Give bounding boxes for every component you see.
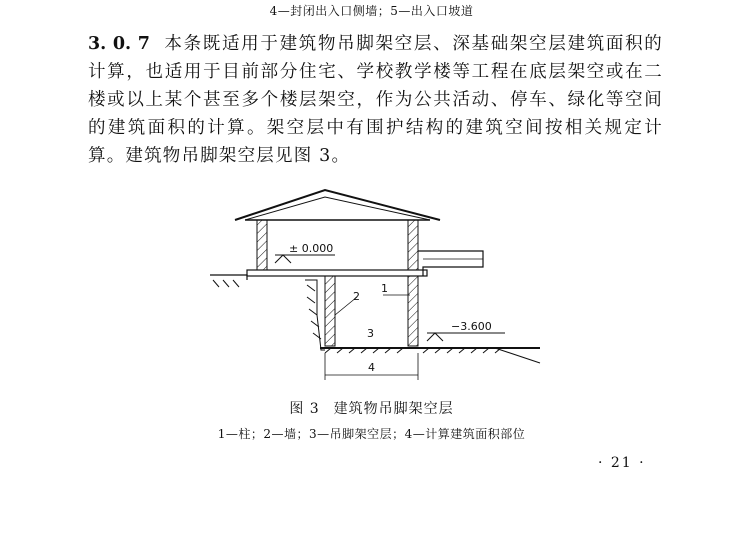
figure-legend: 1—柱；2—墙；3—吊脚架空层；4—计算建筑面积部位: [217, 427, 526, 441]
elevation-bottom-label: −3.600: [451, 320, 492, 333]
elevation-top-label: ± 0.000: [289, 242, 334, 255]
basement-right-wall: [408, 276, 418, 346]
label-column: 1: [381, 282, 388, 295]
figure-title: 建筑物吊脚架空层: [333, 401, 454, 417]
left-ground: [210, 275, 247, 280]
clause-paragraph: [88, 30, 663, 170]
label-wall: 2: [353, 290, 360, 303]
upper-right-column: [408, 220, 418, 275]
previous-figure-legend: 4—封闭出入口侧墙；5—出入口坡道: [269, 4, 474, 18]
roof-inner: [245, 197, 430, 220]
label-stilt-space: 3: [367, 327, 374, 340]
label-area: 4: [368, 361, 375, 374]
upper-left-column: [257, 220, 267, 275]
page-number: · 21 ·: [598, 455, 646, 471]
stilt-floor-diagram: [195, 185, 575, 395]
clause-number: 3. 0. 7: [88, 34, 150, 54]
basement-left-wall: [325, 276, 335, 346]
figure-number: 图 3: [289, 401, 320, 417]
clause-text: 本条既适用于建筑物吊脚架空层、深基础架空层建筑面积的计算，也适用于目前部分住宅、学校教学楼等工程在底层架空或在二楼或以上某个甚至多个楼层架空，作为公共活动、停车、绿化等空间的建筑面积的计算。架空层中有围护结构的建筑空间按相关规定计算。建筑物吊脚架空层见图 3。: [88, 34, 664, 166]
figure-caption: [0, 398, 743, 418]
floor-slab: [247, 270, 427, 276]
elevation-marker-bottom: [427, 333, 443, 341]
cantilever-slab: [418, 251, 483, 276]
elevation-marker-top: [275, 255, 291, 263]
